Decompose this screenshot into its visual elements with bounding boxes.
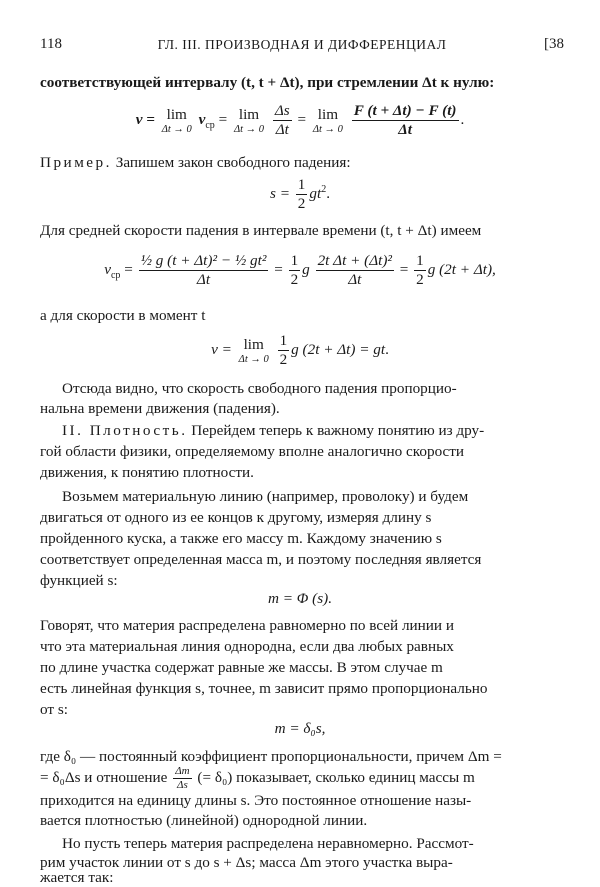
- line-average-speed: Для средней скорости падения в интервале времени (t, t + Δt) имеем: [40, 222, 482, 239]
- eq1-frac-f: $\frac{F (t + \Delta t) - F (t)}{\Delta t}$: [353, 102, 457, 138]
- chapter-title: ГЛ. III. ПРОИЗВОДНАЯ И ДИФФЕРЕНЦИАЛ: [157, 37, 447, 52]
- para-nonuniform-1: Но пусть теперь материя распределена неравномерно. Рассмот-: [62, 835, 474, 852]
- equation-instant-speed: v = lim Δt → 0 $\frac{1}{2}$ g (2t + Δt) = gt.: [211, 332, 389, 368]
- line-interval: соответствующей интервалу (t, t + Δt), при стремлении Δt к нулю:: [40, 74, 495, 91]
- equation-free-fall: s = $\frac{1}{2}$ $gt^2$.: [270, 176, 330, 212]
- para-coefficient-4: вается плотностью (линейной) однородной линии.: [40, 812, 368, 829]
- eq1-v: v =: [135, 110, 155, 128]
- para-line-1: Возьмем материальную линию (например, проволоку) и будем: [62, 488, 469, 505]
- para-uniform-2: что эта материальная линия однородна, если два любых равных: [40, 638, 454, 655]
- ratio-dm-ds: $\frac{\Delta m}{\Delta s}$: [175, 765, 190, 791]
- para-density-3: движения, к понятию плотности.: [40, 464, 254, 481]
- para-coefficient-1: где δ₀ — постоянный коэффициент пропорциональности, причем Δm =: [40, 748, 502, 765]
- line-example: Пример. Запишем закон свободного падения:: [40, 154, 351, 171]
- para-line-4: соответствует определенная масса m, и поэтому последняя является: [40, 551, 482, 568]
- para-nonuniform-2: рим участок линии от s до s + Δs; масса Δm этого участка выра-: [40, 854, 453, 871]
- equation-velocity-limit: v = lim Δt → 0 $v_{ср}$ = lim Δt → 0 $\frac{\Delta s}{\Delta t}$ = lim Δt → 0 $\frac{F (t + \Delta t) - F (t)}{\Delta t}$ .: [135, 102, 465, 138]
- para-coefficient-2: = δ₀Δs и отношение $\frac{\Delta m}{\Delta s}$ (= δ₀) показывает, сколько единиц массы m: [40, 765, 475, 791]
- eq1-lim-3: lim Δt → 0: [312, 105, 343, 135]
- section-number: [38: [544, 36, 564, 52]
- para-uniform-1: Говорят, что материя распределена равномерно по всей линии и: [40, 617, 454, 634]
- para-uniform-3: по длине участка содержат равные же массы. В этом случае m: [40, 659, 443, 676]
- eq1-lim-2: lim Δt → 0: [233, 105, 265, 135]
- para-nonuniform-3: жается так:: [40, 869, 114, 886]
- equation-mass-function: m = Φ (s).: [268, 590, 332, 607]
- para-conclusion-2: нальна времени движения (падения).: [40, 400, 280, 417]
- para-conclusion-1: Отсюда видно, что скорость свободного падения пропорцио-: [62, 380, 457, 397]
- page-number: 118: [40, 36, 62, 52]
- page-header: [40, 36, 564, 56]
- equation-average-speed: $v_{ср}$ = $\frac{\text{½ g (t + Δt)² − ½ gt²}}{\Delta t}$ = $\frac{1}{2}$ g $\frac{\text{2t Δt + (Δt)²}}{\Delta t}$ = $\frac{1}{2}$ g (2t + Δt),: [104, 252, 496, 288]
- para-line-3: пройденного куска, а также его массу m. Каждому значению s: [40, 530, 442, 547]
- para-density-2: гой области физики, определяемому вполне аналогично скорости: [40, 443, 465, 460]
- para-line-2: двигаться от одного из ее концов к другому, измеряя длину s: [40, 509, 432, 526]
- eq1-frac-ds-dt: $\frac{\Delta s}{\Delta t}$: [274, 102, 290, 138]
- line-moment: а для скорости в момент t: [40, 307, 206, 324]
- para-density-1: II. Плотность. Перейдем теперь к важному понятию из дру-: [62, 422, 485, 439]
- para-uniform-5: от s:: [40, 701, 68, 718]
- equation-linear-mass: m = δ₀s,: [274, 720, 326, 737]
- para-uniform-4: есть линейная функция s, точнее, m зависит прямо пропорционально: [40, 680, 488, 697]
- para-coefficient-3: приходится на единицу длины s. Это постоянное отношение назы-: [40, 792, 472, 809]
- eq1-lim-1: lim Δt → 0: [161, 105, 192, 135]
- para-line-5: функцией s:: [40, 572, 118, 589]
